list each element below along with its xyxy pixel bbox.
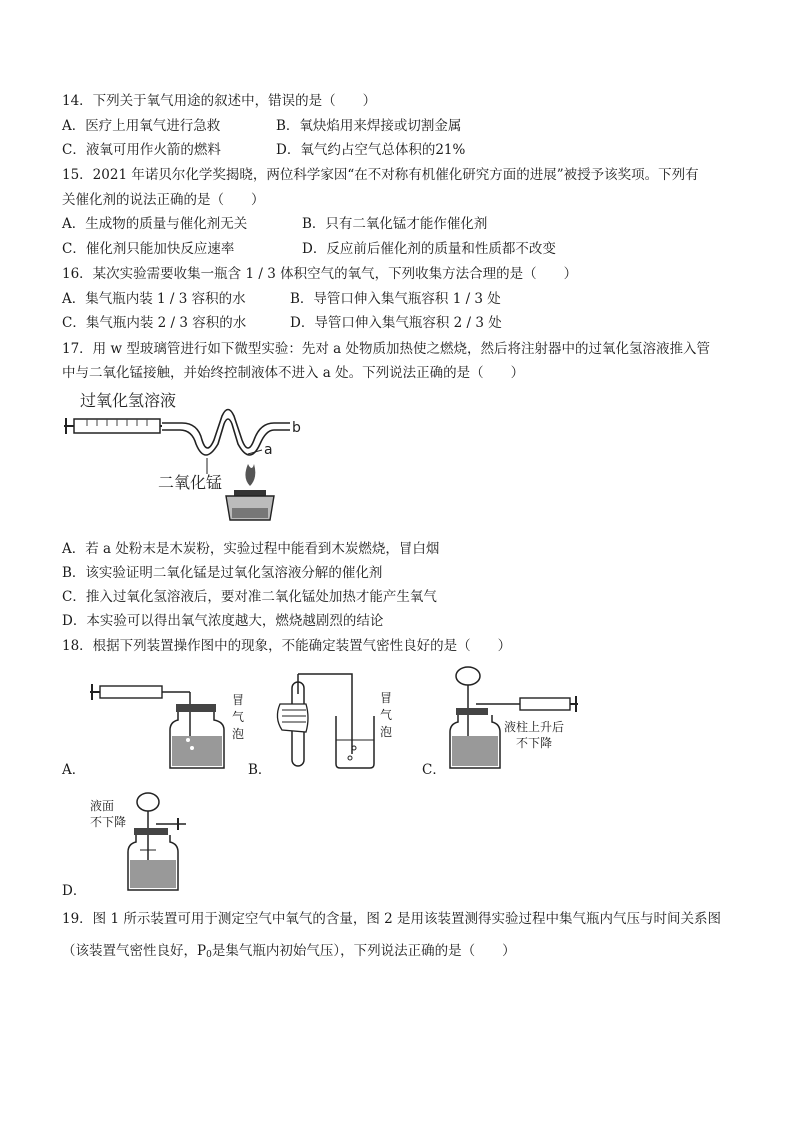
q18-option-b: B．	[248, 762, 272, 778]
q15-option-b: B．只有二氧化锰才能作催化剂	[302, 216, 488, 232]
lamp-wick-holder	[234, 490, 266, 496]
q16-option-c: C．集气瓶内装 2 / 3 容积的水	[62, 315, 247, 331]
q18-b-bubbles-label: 冒 气 泡	[380, 691, 393, 739]
q18-d-label-1: 液面	[90, 799, 115, 813]
q14-option-b: B．氧炔焰用来焊接或切割金属	[276, 118, 462, 134]
q15-option-a: A．生成物的质量与催化剂无关	[62, 216, 248, 232]
q17-option-c: C．推入过氧化氢溶液后，要对准二氧化锰处加热才能产生氧气	[62, 589, 437, 605]
q17-option-d: D．本实验可以得出氧气浓度越大，燃烧越剧烈的结论	[62, 613, 384, 629]
q16-option-a: A．集气瓶内装 1 / 3 容积的水	[62, 291, 246, 307]
funnel-icon	[137, 793, 159, 811]
q19-stem-line2: （该装置气密性良好，$P_0$是集气瓶内初始气压），下列说法正确的是（ ）	[62, 943, 516, 960]
q16-option-b: B．导管口伸入集气瓶容积 1 / 3 处	[290, 291, 501, 307]
q19-stem-line1: 19．图 1 所示装置可用于测定空气中氧气的含量，图 2 是用该装置测得实验过程中集气瓶内气压与时间关系图	[62, 911, 722, 927]
q14-option-d: D．氧气约占空气总体积的21%	[276, 142, 466, 158]
q15-option-d: D．反应前后催化剂的质量和性质都不改变	[302, 241, 556, 257]
q17-option-b: B．该实验证明二氧化锰是过氧化氢溶液分解的催化剂	[62, 565, 383, 581]
funnel-bottle-clamp-diagram	[116, 790, 206, 894]
syringe-icon	[100, 686, 162, 698]
q17-w-tube-figure	[62, 388, 322, 528]
q18-a-bubbles-label: 冒 气 泡	[232, 693, 245, 741]
q15-stem-line2: 关催化剂的说法正确的是（ ）	[62, 192, 265, 208]
w-tube-diagram	[62, 388, 322, 528]
q18-c-label-2: 不下降	[516, 736, 553, 750]
q18-option-a: A．	[62, 762, 86, 778]
mno2-label: 二氧化锰	[158, 473, 223, 492]
q15-stem-line1: 15．2021 年诺贝尔化学奖揭晓，两位科学家因“在不对称有机催化研究方面的进展”被授予该奖项。下列有	[62, 167, 699, 183]
tube-end-label-b: b	[292, 420, 301, 436]
flame-icon	[245, 464, 255, 486]
q15-option-c: C．催化剂只能加快反应速率	[62, 241, 235, 257]
q16-option-d: D．导管口伸入集气瓶容积 2 / 3 处	[290, 315, 502, 331]
stopper	[176, 704, 216, 712]
funnel-icon	[456, 667, 480, 685]
q17-stem-line1: 17．用 w 型玻璃管进行如下微型实验：先对 a 处物质加热使之燃烧，然后将注射器中的过氧化氢溶液推入管	[62, 341, 710, 357]
syringe-icon	[520, 698, 570, 710]
q17-stem-line2: 中与二氧化锰接触，并始终控制液体不进入 a 处。下列说法正确的是（ ）	[62, 365, 525, 381]
q14-option-a: A．医疗上用氧气进行急救	[62, 118, 221, 134]
q16-stem: 16．某次实验需要收集一瓶含 1 / 3 体积空气的氧气，下列收集方法合理的是（ ）	[62, 266, 578, 282]
q18-stem: 18．根据下列装置操作图中的现象，不能确定装置气密性良好的是（ ）	[62, 638, 512, 654]
point-label-a: a	[264, 442, 273, 458]
q17-option-a: A．若 a 处粉末是木炭粉，实验过程中能看到木炭燃烧，冒白烟	[62, 541, 440, 557]
hand-tube-beaker-diagram	[266, 664, 396, 774]
stopper	[134, 828, 168, 835]
stopper	[456, 708, 488, 715]
q18-figure-b	[266, 664, 396, 774]
q18-option-c: C．	[422, 762, 446, 778]
q18-d-label-2: 不下降	[90, 815, 127, 829]
q14-option-c: C．液氧可用作火箭的燃料	[62, 142, 221, 158]
hand-icon	[277, 704, 308, 732]
q14-stem: 14．下列关于氧气用途的叙述中，错误的是（ ）	[62, 93, 377, 109]
h2o2-label: 过氧化氢溶液	[80, 391, 177, 410]
q18-c-label-1: 液柱上升后	[504, 720, 565, 734]
beaker-icon	[336, 716, 374, 768]
q18-figure-a	[88, 676, 238, 772]
q18-option-d: D．	[62, 883, 87, 899]
syringe-bottle-diagram-a	[88, 676, 238, 772]
q18-figure-d	[116, 790, 206, 894]
